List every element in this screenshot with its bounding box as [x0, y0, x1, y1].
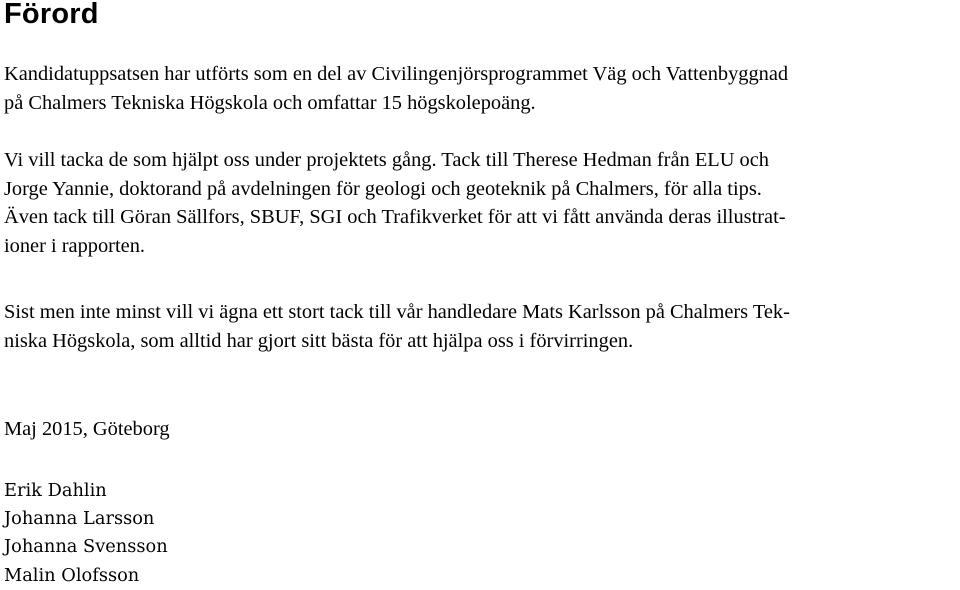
text-line: på Chalmers Tekniska Högskola och omfattar 15 högskolepoäng. [4, 91, 536, 114]
text-line: Sist men inte minst vill vi ägna ett stort tack till vår handledare Mats Karlsson på Chalmers Tek- [4, 301, 790, 323]
author-list [4, 477, 168, 590]
date-place: Maj 2015, Göteborg [4, 418, 170, 440]
text-line: niska Högskola, som alltid har gjort sitt bästa för att hjälpa oss i förvirringen. [4, 329, 634, 352]
author-name: Erik Dahlin [4, 480, 107, 501]
author-name: Malin Olofsson [4, 564, 140, 586]
supervisor-paragraph [4, 298, 954, 355]
acknowledgement-paragraph [4, 146, 954, 260]
text-line: Kandidatuppsatsen har utförts som en del av Civilingenjörsprogrammet Väg och Vattenbyggnad [4, 63, 789, 85]
text-line: Vi vill tacka de som hjälpt oss under projektets gång. Tack till Therese Hedman från ELU och [4, 149, 769, 171]
page-title: Förord [4, 0, 99, 30]
text-line: Även tack till Göran Sällfors, SBUF, SGI och Trafikverket för att vi fått använda deras illustrat- [4, 206, 786, 228]
text-line: Jorge Yannie, doktorand på avdelningen för geologi och geoteknik på Chalmers, för alla tips. [4, 177, 762, 200]
author-name: Johanna Svensson [4, 536, 168, 558]
intro-paragraph [4, 60, 954, 117]
author-name: Johanna Larsson [4, 508, 155, 530]
text-line: ioner i rapporten. [4, 234, 145, 257]
